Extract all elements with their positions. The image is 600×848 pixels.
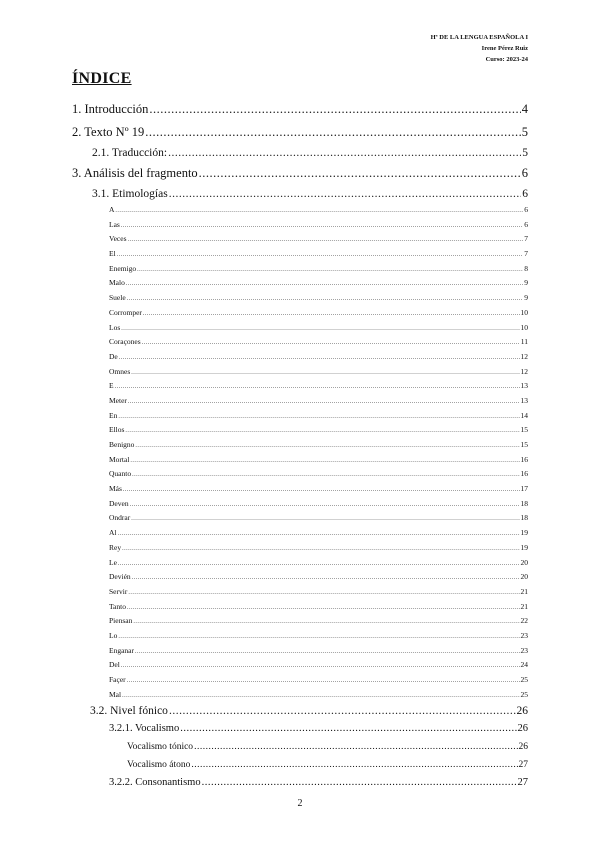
header-course: Hª DE LA LENGUA ESPAÑOLA I [430, 34, 528, 41]
toc-entry-label: Le [109, 557, 117, 567]
toc-entry-label: Enemigo [109, 263, 137, 273]
toc-entry[interactable] [72, 467, 528, 482]
toc-entry-page: 16 [520, 469, 528, 479]
toc-entry-label: Tanto [109, 601, 126, 611]
toc-leader-dots [194, 738, 517, 756]
toc-entry-label: Benigno [109, 440, 135, 449]
toc-leader-dots [117, 247, 524, 263]
toc-leader-dots [135, 644, 520, 660]
toc-entry-page: 13 [520, 395, 528, 405]
toc-entry-page: 6 [521, 166, 528, 180]
toc-entry[interactable] [72, 438, 528, 453]
toc-entry-page: 5 [521, 125, 528, 139]
toc-entry[interactable] [72, 394, 528, 409]
toc-entry-label: Servir [109, 586, 128, 596]
toc-entry-label: Ellos [109, 425, 125, 435]
toc-leader-dots [127, 600, 520, 616]
toc-leader-dots [202, 774, 517, 792]
toc-entry[interactable] [72, 203, 528, 218]
toc-entry-label: Veces [109, 234, 127, 244]
toc-entry-label: Omnes [109, 366, 131, 376]
toc-entry-page: 27 [517, 777, 528, 789]
toc-leader-dots [135, 438, 519, 454]
toc-entry-page: 21 [520, 586, 528, 596]
toc-entry-page: 26 [517, 723, 528, 735]
toc-entry[interactable] [72, 185, 528, 203]
toc-entry-label: 3. Análisis del fragmento [72, 166, 198, 180]
toc-leader-dots [169, 185, 522, 203]
toc-entry[interactable] [72, 144, 528, 162]
toc-entry-page: 18 [520, 513, 528, 523]
toc-leader-dots [145, 121, 521, 144]
toc-leader-dots [191, 756, 517, 774]
toc-entry-label: Piensan [109, 616, 133, 626]
header-author: Irene Pérez Ruiz [481, 45, 528, 52]
toc-entry-page: 19 [520, 528, 528, 538]
toc-entry[interactable] [72, 379, 528, 394]
toc-leader-dots [125, 423, 519, 439]
toc-leader-dots [118, 526, 520, 542]
toc-leader-dots [128, 394, 520, 410]
toc-entry-page: 22 [520, 616, 528, 626]
toc-entry[interactable] [72, 276, 528, 291]
toc-entry[interactable] [72, 688, 528, 703]
toc-entry[interactable] [72, 756, 528, 774]
toc-entry[interactable] [72, 482, 528, 497]
toc-entry[interactable] [72, 738, 528, 756]
toc-entry-page: 7 [524, 234, 528, 244]
toc-entry-label: Corromper [109, 307, 142, 317]
page-title: ÍNDICE [72, 70, 132, 87]
toc-leader-dots [123, 482, 520, 498]
toc-entry[interactable] [72, 526, 528, 541]
toc-entry[interactable] [72, 629, 528, 644]
toc-entry-label: 3.2.1. Vocalismo [109, 723, 180, 735]
toc-leader-dots [132, 570, 520, 586]
toc-entry-label: Mal [109, 689, 122, 699]
toc-entry-label: 2. Texto Nº 19 [72, 125, 145, 139]
toc-entry-page: 10 [520, 322, 528, 332]
toc-entry[interactable] [72, 321, 528, 336]
toc-leader-dots [149, 98, 520, 121]
toc-entry[interactable] [72, 585, 528, 600]
toc-entry[interactable] [72, 511, 528, 526]
toc-entry-page: 23 [520, 630, 528, 640]
toc-leader-dots [128, 585, 519, 601]
toc-entry-page: 24 [520, 660, 528, 670]
toc-leader-dots [121, 218, 523, 234]
toc-entry[interactable] [72, 658, 528, 673]
toc-entry-label: 1. Introducción [72, 102, 149, 116]
toc-entry[interactable] [72, 247, 528, 262]
toc-entry-page: 17 [520, 484, 528, 494]
toc-entry[interactable] [72, 162, 528, 185]
toc-entry-page: 23 [520, 645, 528, 655]
toc-entry-label: Más [109, 484, 122, 494]
toc-leader-dots [122, 541, 519, 557]
toc-entry-label: 3.1. Etimologías [92, 188, 168, 200]
toc-entry-label: 2.1. Traducción: [92, 147, 168, 159]
toc-entry[interactable] [72, 614, 528, 629]
toc-entry-label: En [109, 410, 118, 420]
toc-leader-dots [199, 162, 521, 185]
toc-entry-label: Mortal [109, 454, 130, 464]
toc-leader-dots [130, 453, 519, 469]
toc-entry[interactable] [72, 262, 528, 277]
toc-entry-page: 11 [520, 337, 528, 347]
toc-entry[interactable] [72, 702, 528, 720]
toc-entry-label: Al [109, 528, 117, 538]
toc-leader-dots [126, 276, 523, 292]
toc-entry-label: Deven [109, 498, 129, 508]
toc-entry-label: Malo [109, 278, 125, 288]
toc-entry-page: 5 [522, 147, 528, 159]
toc-leader-dots [132, 467, 519, 483]
toc-entry-page: 9 [524, 278, 528, 288]
toc-entry[interactable] [72, 600, 528, 615]
toc-leader-dots [122, 688, 519, 704]
toc-entry-page: 18 [520, 498, 528, 508]
toc-leader-dots [133, 614, 519, 630]
toc-entry-label: Las [109, 219, 120, 229]
toc-entry-page: 14 [520, 410, 528, 420]
table-of-contents [72, 98, 528, 792]
toc-entry[interactable] [72, 232, 528, 247]
toc-leader-dots [118, 556, 520, 572]
toc-entry[interactable] [72, 423, 528, 438]
toc-entry-page: 12 [520, 351, 528, 361]
toc-entry-label: Vocalismo tónico [127, 742, 194, 753]
toc-leader-dots [143, 306, 520, 322]
toc-leader-dots [115, 203, 523, 219]
toc-entry-label: Del [109, 660, 120, 670]
toc-leader-dots [121, 321, 519, 337]
toc-entry-label: El [109, 249, 116, 259]
toc-entry[interactable] [72, 409, 528, 424]
toc-entry-label: Suele [109, 293, 126, 303]
toc-entry-label: Quanto [109, 469, 132, 479]
toc-entry-page: 25 [520, 689, 528, 699]
toc-entry-label: A [109, 205, 115, 214]
toc-entry-page: 13 [520, 381, 528, 391]
toc-entry[interactable] [72, 556, 528, 571]
toc-entry-page: 26 [518, 742, 528, 753]
toc-entry[interactable] [72, 720, 528, 738]
toc-entry-label: Vocalismo átono [127, 760, 191, 771]
toc-leader-dots [131, 365, 519, 381]
toc-entry[interactable] [72, 98, 528, 121]
toc-entry-label: Enganar [109, 645, 134, 655]
toc-entry[interactable] [72, 644, 528, 659]
toc-entry[interactable] [72, 497, 528, 512]
toc-entry-page: 12 [520, 366, 528, 376]
toc-entry-label: De [109, 351, 118, 361]
toc-leader-dots [118, 409, 519, 425]
toc-leader-dots [131, 511, 519, 527]
toc-entry-label: Devién [109, 572, 131, 582]
toc-entry-page: 25 [520, 675, 528, 684]
toc-leader-dots [169, 702, 516, 720]
toc-entry-label: Lo [109, 630, 118, 640]
toc-entry-page: 16 [520, 454, 528, 464]
toc-leader-dots [130, 497, 520, 513]
toc-entry-page: 8 [524, 263, 528, 273]
toc-entry-page: 4 [521, 102, 528, 116]
toc-entry-page: 20 [520, 572, 528, 582]
toc-entry-page: 9 [524, 293, 528, 303]
toc-leader-dots [118, 629, 519, 645]
page-header [431, 32, 528, 65]
toc-entry[interactable] [72, 365, 528, 380]
header-year: Curso: 2023-24 [485, 56, 528, 63]
toc-leader-dots [168, 144, 521, 162]
toc-leader-dots [119, 350, 520, 366]
toc-entry-label: Coraçones [109, 337, 141, 347]
toc-entry[interactable] [72, 291, 528, 306]
toc-entry-label: Ondrar [109, 513, 131, 523]
toc-entry-page: 20 [520, 557, 528, 567]
toc-entry-label: Meter [109, 395, 127, 405]
toc-entry-label: E [109, 381, 114, 391]
toc-entry-label: Rey [109, 542, 122, 552]
toc-entry[interactable] [72, 121, 528, 144]
toc-leader-dots [121, 658, 520, 674]
toc-entry-page: 7 [524, 249, 528, 259]
toc-entry-page: 6 [522, 188, 528, 200]
toc-leader-dots [142, 335, 520, 351]
toc-entry[interactable] [72, 350, 528, 365]
toc-entry-page: 26 [516, 705, 528, 718]
toc-entry-page: 19 [520, 542, 528, 552]
toc-entry-page: 27 [518, 760, 528, 771]
toc-entry[interactable] [72, 541, 528, 556]
toc-entry[interactable] [72, 673, 528, 688]
toc-leader-dots [180, 720, 516, 738]
toc-entry-label: 3.2.2. Consonantismo [109, 777, 201, 789]
toc-entry[interactable] [72, 570, 528, 585]
toc-entry[interactable] [72, 453, 528, 468]
toc-entry-label: 3.2. Nivel fónico [90, 705, 168, 718]
toc-entry-label: Façer [109, 675, 126, 684]
toc-entry-page: 6 [524, 205, 528, 214]
toc-leader-dots [127, 291, 524, 307]
toc-leader-dots [115, 379, 520, 395]
toc-entry-page: 21 [520, 601, 528, 611]
toc-entry-page: 6 [524, 219, 528, 229]
page-number: 2 [297, 798, 303, 809]
toc-entry[interactable] [72, 335, 528, 350]
toc-entry-page: 10 [520, 307, 528, 317]
toc-entry[interactable] [72, 218, 528, 233]
toc-entry-label: Los [109, 322, 121, 332]
toc-entry[interactable] [72, 774, 528, 792]
toc-leader-dots [127, 673, 520, 689]
toc-entry-page: 15 [520, 425, 528, 435]
toc-entry[interactable] [72, 306, 528, 321]
toc-leader-dots [128, 232, 524, 248]
toc-leader-dots [137, 262, 523, 278]
toc-entry-page: 15 [520, 440, 528, 449]
